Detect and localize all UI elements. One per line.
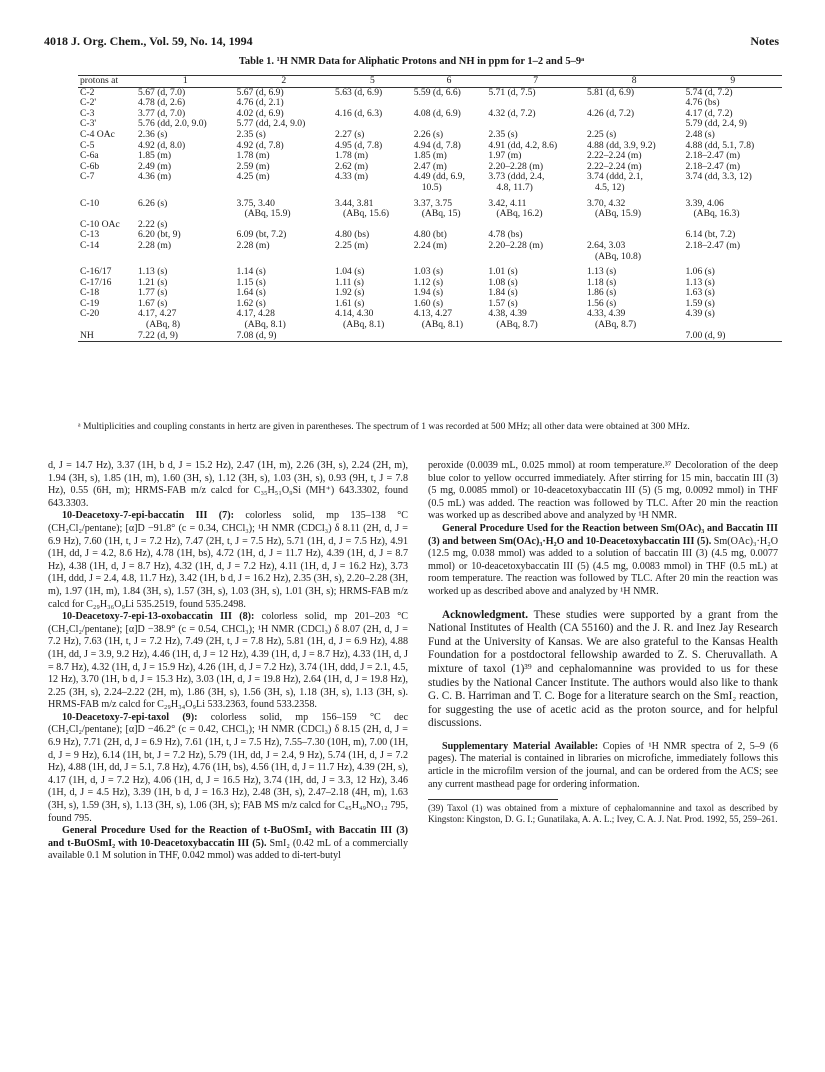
table-row xyxy=(78,241,782,252)
table-cell: 1.03 (s) xyxy=(413,266,444,278)
table-cell: 4.38, 4.39 xyxy=(488,308,527,320)
table-cell: 4.92 (d, 8.0) xyxy=(138,139,186,151)
row-label: C-19 xyxy=(80,297,100,309)
table-cell: 2.20–2.28 (m) xyxy=(488,239,544,251)
table-cell: 4.32 (d, 7.2) xyxy=(488,107,536,119)
table-cell: 1.04 (s) xyxy=(335,266,365,278)
table-cell: 3.74 (ddd, 2.1, xyxy=(586,171,643,183)
supplementary-heading: Supplementary Material Available: xyxy=(442,740,599,752)
table-row xyxy=(78,209,782,220)
table-cell: 1.13 (s) xyxy=(685,276,715,288)
supplementary-material: Supplementary Material Available: Copies of ¹H NMR spectra of 2, 5–9 (6 pages). The material is contained in libraries on microfiche, immediately follows this article in the microfilm version of the journal, and can be ordered from the ACS; see any current masthead page for ordering information. xyxy=(428,740,778,790)
section-label: Notes xyxy=(750,34,779,48)
table-cell: 4.39 (s) xyxy=(685,308,715,320)
table-cell: 6.26 (s) xyxy=(138,197,168,209)
table-cell: 6.09 (bt, 7.2) xyxy=(236,229,287,241)
table-cell: 2.28 (m) xyxy=(138,239,172,251)
table-cell: 1.01 (s) xyxy=(488,266,518,278)
table-row xyxy=(78,331,782,342)
table-cell: 1.67 (s) xyxy=(138,297,168,309)
table-cell: 4.92 (d, 7.8) xyxy=(236,139,284,151)
table-cell xyxy=(412,252,487,263)
table-cell: 1.13 (s) xyxy=(586,266,617,278)
table-row xyxy=(78,183,782,194)
paragraph: peroxide (0.0039 mL, 0.025 mmol) at room temperature.³⁷ Decoloration of the deep blue color to yellow occurred immediately. After stirring for 15 min, baccatin III (3) (5 mg, 0.0085 mmol) or 10-deacetoxybaccatin III (5) (5 mg, 0.0092 mmol) in THF (0.5 mL) was added. The reaction was followed by TLC. After 20 min the reaction was worked up as described above and analyzed by ¹H NMR. xyxy=(428,460,778,522)
table-cell: 2.25 (m) xyxy=(335,239,369,251)
table-cell: 5.81 (d, 6.9) xyxy=(586,86,635,98)
table-cell xyxy=(683,252,782,263)
table-cell: (ABq, 15.9) xyxy=(244,208,291,220)
table-caption: Table 1. ¹H NMR Data for Aliphatic Protons and NH in ppm for 1–2 and 5–9ᵃ xyxy=(238,56,585,67)
paragraph: 10-Deacetoxy-7-epi-baccatin III (7): colorless solid, mp 135–138 °C (CH₂Cl₂/pentane); [α]D −91.8° (c = 0.34, CHCl₃); ¹H NMR (CDCl₃) δ 8.11 (2H, d, J = 6.9 Hz), 7.60 (1H, t, J = 7.2 Hz), 7.47 (2H, t, J = 7.5 Hz), 5.71 (1H, d, J = 7.5 Hz), 4.91 (1H, dd, J = 4.2, 8.6 Hz), 4.78 (1H, bs), 4.72 (1H, d, J = 11.7 Hz), 4.39 (1H, d, J = 8.7 Hz), 4.38 (1H, d, J = 8.7 Hz), 4.32 (1H, d, J = 7.2 Hz), 4.11 (1H, d, J = 16.2 Hz), 3.73 (1H, ddd, J = 2.4, 4.8, 11.7 Hz), 3.42 (1H, b d, J = 16.2 Hz), 2.35 (3H, s), 2.20–2.28 (3H, m), 1.97 (1H, m), 1.84 (3H, s), 1.57 (3H, s), 1.03 (3H, s), 1.01 (3H, s); HRMS-FAB m/z calcd for C₂₉H₃₆O₉Li 535.2519, found 535.2498. xyxy=(48,510,408,610)
table-cell xyxy=(585,331,684,342)
row-label: C-13 xyxy=(80,229,100,241)
col-header: 1 xyxy=(182,75,188,86)
table-cell: 1.92 (s) xyxy=(335,287,365,299)
table-cell: (ABq, 15) xyxy=(421,208,461,220)
table-cell: 1.11 (s) xyxy=(335,276,364,288)
table-cell: 2.22–2.24 (m) xyxy=(586,150,642,162)
table-cell xyxy=(585,220,684,231)
table-cell: 1.08 (s) xyxy=(488,276,518,288)
row-label: C-4 OAc xyxy=(80,128,115,140)
table-cell: 2.35 (s) xyxy=(236,128,266,140)
table-cell: 2.22–2.24 (m) xyxy=(586,160,642,172)
table-cell: 1.56 (s) xyxy=(586,297,617,309)
table-cell: 1.14 (s) xyxy=(236,266,266,278)
right-column xyxy=(428,460,778,825)
table-cell: 1.18 (s) xyxy=(586,276,617,288)
table-cell: 3.70, 4.32 xyxy=(586,197,626,209)
table-cell: 1.85 (m) xyxy=(413,150,447,162)
table-cell xyxy=(412,331,487,342)
table-cell: 4.49 (dd, 6.9, xyxy=(413,171,465,183)
table-cell: 4.88 (dd, 3.9, 9.2) xyxy=(586,139,656,151)
table-cell: 5.79 (dd, 2.4, 9) xyxy=(685,118,748,130)
table-cell: 2.27 (s) xyxy=(335,128,365,140)
row-label: C-7 xyxy=(80,171,95,183)
table-cell: 5.59 (d, 6.6) xyxy=(413,86,461,98)
table-cell: 4.95 (d, 7.8) xyxy=(335,139,383,151)
table-cell xyxy=(333,252,412,263)
table-cell: 6.14 (bt, 7.2) xyxy=(685,229,736,241)
table-cell: 4.17, 4.27 xyxy=(138,308,177,320)
table-cell: 4.76 (bs) xyxy=(685,97,720,109)
col-header: 7 xyxy=(533,75,539,86)
table-cell: 5.63 (d, 6.9) xyxy=(335,86,383,98)
table-cell: 3.42, 4.11 xyxy=(488,197,527,209)
table-cell: 1.57 (s) xyxy=(488,297,518,309)
table-cell: 4.80 (bs) xyxy=(335,229,370,241)
table-cell xyxy=(486,331,585,342)
table-cell: 4.94 (d, 7.8) xyxy=(413,139,461,151)
table-cell: (ABq, 16.2) xyxy=(496,208,543,220)
row-label: C-16/17 xyxy=(80,266,112,278)
table-cell: 1.06 (s) xyxy=(685,266,715,278)
table-cell xyxy=(333,183,412,194)
table-cell: 1.63 (s) xyxy=(685,287,715,299)
table-cell: 2.24 (m) xyxy=(413,239,447,251)
table-row xyxy=(78,194,782,210)
table-cell: 4.78 (d, 2.6) xyxy=(138,97,186,109)
reference-footnote: (39) Taxol (1) was obtained from a mixture of cephalomannine and taxol as described by Kingston: Kingston, D. G. I.; Gunatilaka, A. A. L.; Ivey, C. A. J. Nat. Prod. 1992, 55, 259–261. xyxy=(428,803,778,825)
table-cell: 4.26 (d, 7.2) xyxy=(586,107,635,119)
table-cell: 4.33 (m) xyxy=(335,171,369,183)
table-cell xyxy=(136,252,235,263)
table-cell: 2.36 (s) xyxy=(138,128,168,140)
row-label: C-6a xyxy=(80,150,99,162)
table-row xyxy=(78,252,782,263)
table-cell: 1.97 (m) xyxy=(488,150,522,162)
row-label: C-6b xyxy=(80,160,100,172)
nmr-table xyxy=(78,75,782,342)
table-row xyxy=(78,320,782,331)
table-cell: 1.59 (s) xyxy=(685,297,715,309)
table-cell: 2.49 (m) xyxy=(138,160,172,172)
table-cell: 1.86 (s) xyxy=(586,287,617,299)
table-cell: 2.62 (m) xyxy=(335,160,369,172)
col-header: 9 xyxy=(730,75,736,86)
table-cell: 1.78 (m) xyxy=(335,150,369,162)
table-cell: 1.78 (m) xyxy=(236,150,270,162)
table-cell: 4.17, 4.28 xyxy=(236,308,275,320)
table-cell: 5.67 (d, 6.9) xyxy=(236,86,284,98)
table-row xyxy=(78,262,782,278)
paragraph: General Procedure Used for the Reaction of t-BuOSmI₂ with Baccatin III (3) and t-BuOSmI₂ with 10-Deacetoxybaccatin III (5). SmI₂ (0.42 mL of a commercially available 0.1 M solution in THF, 0.042 mmol) was added to di-tert-butyl xyxy=(48,825,408,862)
compound-heading: 10-Deacetoxy-7-epi-baccatin III (7): xyxy=(62,510,234,522)
table-cell: (ABq, 8.1) xyxy=(421,319,464,331)
row-label: C-17/16 xyxy=(80,276,112,288)
table-cell: 1.61 (s) xyxy=(335,297,365,309)
table-cell: 5.76 (dd, 2.0, 9.0) xyxy=(138,118,207,130)
table-body xyxy=(78,87,782,342)
table-cell: (ABq, 8.7) xyxy=(496,319,538,331)
row-label: C-10 OAc xyxy=(80,218,120,230)
table-cell: 2.18–2.47 (m) xyxy=(685,160,741,172)
table-cell: 2.64, 3.03 xyxy=(586,239,626,251)
stub-header: protons at xyxy=(80,75,119,86)
table-cell: 6.20 (bt, 9) xyxy=(138,229,181,241)
row-label: C-14 xyxy=(80,239,100,251)
table-cell: (ABq, 16.3) xyxy=(693,208,740,220)
table-cell: 4.5, 12) xyxy=(594,181,625,193)
table-cell: 2.48 (s) xyxy=(685,128,715,140)
table-cell xyxy=(235,252,334,263)
col-header: 2 xyxy=(281,75,287,86)
table-cell: 2.26 (s) xyxy=(413,128,444,140)
row-label xyxy=(78,183,136,194)
table-cell: 1.13 (s) xyxy=(138,266,168,278)
table-cell: 5.74 (d, 7.2) xyxy=(685,86,733,98)
table-cell: 1.77 (s) xyxy=(138,287,168,299)
table-cell xyxy=(683,183,782,194)
table-cell xyxy=(235,183,334,194)
col-header: 6 xyxy=(446,75,452,86)
table-cell: 1.12 (s) xyxy=(413,276,444,288)
table-cell: (ABq, 8) xyxy=(146,319,181,331)
table-cell: 4.25 (m) xyxy=(236,171,270,183)
table-cell: (ABq, 8.1) xyxy=(343,319,385,331)
paragraph: General Procedure Used for the Reaction between Sm(OAc)₃ and Baccatin III (3) and between Sm(OAc)₃·H₂O and 10-Deacetoxybaccatin III (5). Sm(OAc)₃·H₂O (12.5 mg, 0.038 mmol) was added to a solution of baccatin III (3) (4.5 mg, 0.0077 mmol) or 10-deacetoxybaccatin III (5) (4.5 mg, 0.0083 mmol) in THF (0.5 mL) at room temperature. The reaction was followed by TLC. After 20 min the reaction was worked up as described above and analyzed by ¹H NMR. xyxy=(428,522,779,597)
footnote-rule xyxy=(428,799,558,800)
table-cell: 2.20–2.28 (m) xyxy=(488,160,544,172)
table-cell: 4.16 (d, 6.3) xyxy=(335,107,383,119)
row-label: C-3 xyxy=(80,107,95,119)
table-cell xyxy=(136,183,235,194)
left-column xyxy=(48,460,408,863)
row-label: C-2' xyxy=(80,97,97,109)
table-cell: (ABq, 10.8) xyxy=(594,250,642,262)
table-cell: 3.37, 3.75 xyxy=(413,197,453,209)
table-cell: 7.08 (d, 9) xyxy=(236,329,277,341)
table-cell: 1.21 (s) xyxy=(138,276,168,288)
table-cell: 2.22 (s) xyxy=(138,218,168,230)
table-cell: 4.33, 4.39 xyxy=(586,308,626,320)
table-cell: (ABq, 15.9) xyxy=(594,208,642,220)
table-cell: 3.73 (ddd, 2.4, xyxy=(488,171,545,183)
table-cell: 2.47 (m) xyxy=(413,160,447,172)
table-cell: 4.78 (bs) xyxy=(488,229,523,241)
table-cell: 7.22 (d, 9) xyxy=(138,329,178,341)
table-cell: 1.64 (s) xyxy=(236,287,266,299)
table-cell: 4.91 (dd, 4.2, 8.6) xyxy=(488,139,558,151)
table-cell: 5.71 (d, 7.5) xyxy=(488,86,536,98)
row-label: C-18 xyxy=(80,287,100,299)
table-cell: 1.94 (s) xyxy=(413,287,444,299)
table-cell: (ABq, 15.6) xyxy=(343,208,390,220)
col-header: 5 xyxy=(369,75,375,86)
row-label: NH xyxy=(80,329,94,341)
table-cell: 3.75, 3.40 xyxy=(236,197,275,209)
table-cell: 1.60 (s) xyxy=(413,297,444,309)
paragraph: d, J = 14.7 Hz), 3.37 (1H, b d, J = 15.2 Hz), 2.47 (1H, m), 2.26 (3H, s), 2.24 (2H, m), 1.94 (3H, s), 1.85 (1H, m), 1.60 (3H, s), 1.12 (3H, s), 1.03 (3H, s), 0.93 (9H, t, J = 7.8 Hz), 0.55 (6H, m); HRMS-FAB m/z calcd for C₃₅H₅₁O₉Si (MH⁺) 643.3302, found 643.3303. xyxy=(48,460,408,509)
table-cell: 2.18–2.47 (m) xyxy=(685,150,741,162)
table-cell: 4.14, 4.30 xyxy=(335,308,374,320)
table-cell: 4.02 (d, 6.9) xyxy=(236,107,284,119)
table-cell: (ABq, 8.7) xyxy=(594,319,637,331)
table-cell: 3.39, 4.06 xyxy=(685,197,724,209)
journal-citation: 4018 J. Org. Chem., Vol. 59, No. 14, 1994 xyxy=(44,34,253,48)
row-label: C-5 xyxy=(80,139,95,151)
table-cell: 2.59 (m) xyxy=(236,160,270,172)
table-cell xyxy=(333,331,412,342)
paragraph: 10-Deacetoxy-7-epi-taxol (9): colorless solid, mp 156–159 °C dec (CH₂Cl₂/pentane); [α]D −46.2° (c = 0.42, CHCl₃); ¹H NMR (CDCl₃) δ 8.15 (2H, d, J = 6.9 Hz), 7.71 (2H, d, J = 6.9 Hz), 7.61 (1H, t, J = 7.5 Hz), 7.55–7.30 (10H, m), 7.00 (1H, d, J = 9 Hz), 6.14 (1H, bt, J = 7.2 Hz), 5.79 (1H, dd, J = 2.4, 9 Hz), 5.74 (1H, d, J = 7.2 Hz), 4.88 (1H, dd, J = 5.1, 7.8 Hz), 4.76 (1H, bs), 4.56 (1H, d, J = 11.7 Hz), 4.39 (2H, s), 4.17 (1H, d, J = 7.2 Hz), 4.06 (1H, d, J = 16.5 Hz), 3.74 (1H, dd, J = 3.3, 12 Hz), 3.46 (1H, d, J = 4.5 Hz), 3.39 (1H, b d, J = 16.3 Hz), 2.48 (3H, s), 2.47–2.18 (4H, m), 1.63 (3H, s), 1.59 (3H, s), 1.13 (3H, s), 1.06 (3H, s); FAB MS m/z calcd for C₄₅H₄₉NO₁₂ 795, found 795. xyxy=(48,711,408,824)
compound-heading: 10-Deacetoxy-7-epi-taxol (9): xyxy=(62,711,198,723)
row-label: C-2 xyxy=(80,86,95,98)
table-cell: 3.74 (dd, 3.3, 12) xyxy=(685,171,752,183)
table-header-row xyxy=(78,76,782,88)
compound-heading: 10-Deacetoxy-7-epi-13-oxobaccatin III (8): xyxy=(62,611,255,623)
page-header xyxy=(44,34,779,54)
table-cell: 4.17 (d, 7.2) xyxy=(685,107,733,119)
table-cell: 4.88 (dd, 5.1, 7.8) xyxy=(685,139,755,151)
acknowledgment-heading: Acknowledgment. xyxy=(442,608,529,621)
procedure-heading: General Procedure Used for the Reaction of t-BuOSmI₂ with Baccatin III (3) and t-BuOSmI₂ with 10-Deacetoxybaccatin III (5). xyxy=(48,825,408,849)
paragraph: 10-Deacetoxy-7-epi-13-oxobaccatin III (8): colorless solid, mp 201–203 °C (CH₂Cl₂/pentane); [α]D −38.9° (c = 0.54, CHCl₃); ¹H NMR (CDCl₃) δ 8.07 (2H, d, J = 7.2 Hz), 7.63 (1H, t, J = 7.2 Hz), 7.49 (2H, t, J = 7.8 Hz), 5.81 (1H, d, J = 6.9 Hz), 4.88 (1H, dd, J = 3.9, 9.2 Hz), 4.46 (1H, d, J = 12 Hz), 4.39 (1H, d, J = 8.7 Hz), 4.33 (1H, d, J = 8.7 Hz), 4.32 (1H, d, J = 15.9 Hz), 4.26 (1H, d, J = 7.2 Hz), 3.74 (1H, ddd, J = 2.1, 4.5, 12 Hz), 3.70 (1H, b d, J = 15.3 Hz), 3.03 (1H, d, J = 19.8 Hz), 2.64 (1H, d, J = 19.8 Hz), 2.25 (3H, s), 2.24–2.22 (2H, m), 1.86 (3H, s), 1.56 (3H, s), 1.18 (3H, s), 1.13 (3H, s). HRMS-FAB m/z calcd for C₂₉H₃₄O₉Li 533.2363, found 533.2358. xyxy=(48,611,408,711)
table-cell: 2.35 (s) xyxy=(488,128,518,140)
col-header: 8 xyxy=(631,75,637,86)
table-cell: 1.62 (s) xyxy=(236,297,266,309)
table-footnote: ᵃ Multiplicities and coupling constants in hertz are given in parentheses. The spectrum of 1 was recorded at 500 MHz; all other data were obtained at 300 MHz. xyxy=(78,421,690,432)
table-cell: 2.25 (s) xyxy=(586,128,617,140)
row-label xyxy=(78,252,136,263)
table-cell: 3.77 (d, 7.0) xyxy=(138,107,186,119)
table-cell: 10.5) xyxy=(421,181,442,193)
table-cell: 1.15 (s) xyxy=(236,276,266,288)
row-label: C-10 xyxy=(80,197,100,209)
table-cell: 4.13, 4.27 xyxy=(413,308,453,320)
row-label: C-20 xyxy=(80,308,100,320)
table-cell: 1.85 (m) xyxy=(138,150,172,162)
table-cell: 4.76 (d, 2.1) xyxy=(236,97,284,109)
table-cell: 1.84 (s) xyxy=(488,287,518,299)
table-cell: 5.67 (d, 7.0) xyxy=(138,86,186,98)
table-cell: 7.00 (d, 9) xyxy=(685,329,726,341)
table-cell: 4.08 (d, 6.9) xyxy=(413,107,461,119)
table-cell: 2.18–2.47 (m) xyxy=(685,239,741,251)
table-cell: 4.80 (bt) xyxy=(413,229,447,241)
table-cell: 4.8, 11.7) xyxy=(496,181,533,193)
table-cell xyxy=(486,252,585,263)
table-cell: 4.36 (m) xyxy=(138,171,172,183)
table-cell: 2.28 (m) xyxy=(236,239,270,251)
row-label: C-3' xyxy=(80,118,97,130)
table-cell: 3.44, 3.81 xyxy=(335,197,374,209)
acknowledgment: Acknowledgment. These studies were supported by a grant from the National Institutes of Health (CA 55160) and the J. R. and Inez Jay Research Fund at the University of Kansas. We are also grateful to the Kansas Health Foundation for a postdoctoral fellowship awarded to Z. S. Cheruvallath. A mixture of taxol (1)³⁹ and cephalomannine was provided to us for these studies by the National Cancer Institute. The authors would also like to thank G. C. B. Harriman and T. C. Boge for a literature search on the SmI₂ reaction, for suggesting the use of acetic acid as the proton source, and for helpful discussions. xyxy=(428,608,778,730)
table-cell: (ABq, 8.1) xyxy=(244,319,286,331)
table-row xyxy=(78,130,782,141)
procedure-heading: General Procedure Used for the Reaction between Sm(OAc)₃ and Baccatin III (3) and between Sm(OAc)₃·H₂O and 10-Deacetoxybaccatin III (5). xyxy=(428,522,778,547)
table-cell: 5.77 (dd, 2.4, 9.0) xyxy=(236,118,306,130)
